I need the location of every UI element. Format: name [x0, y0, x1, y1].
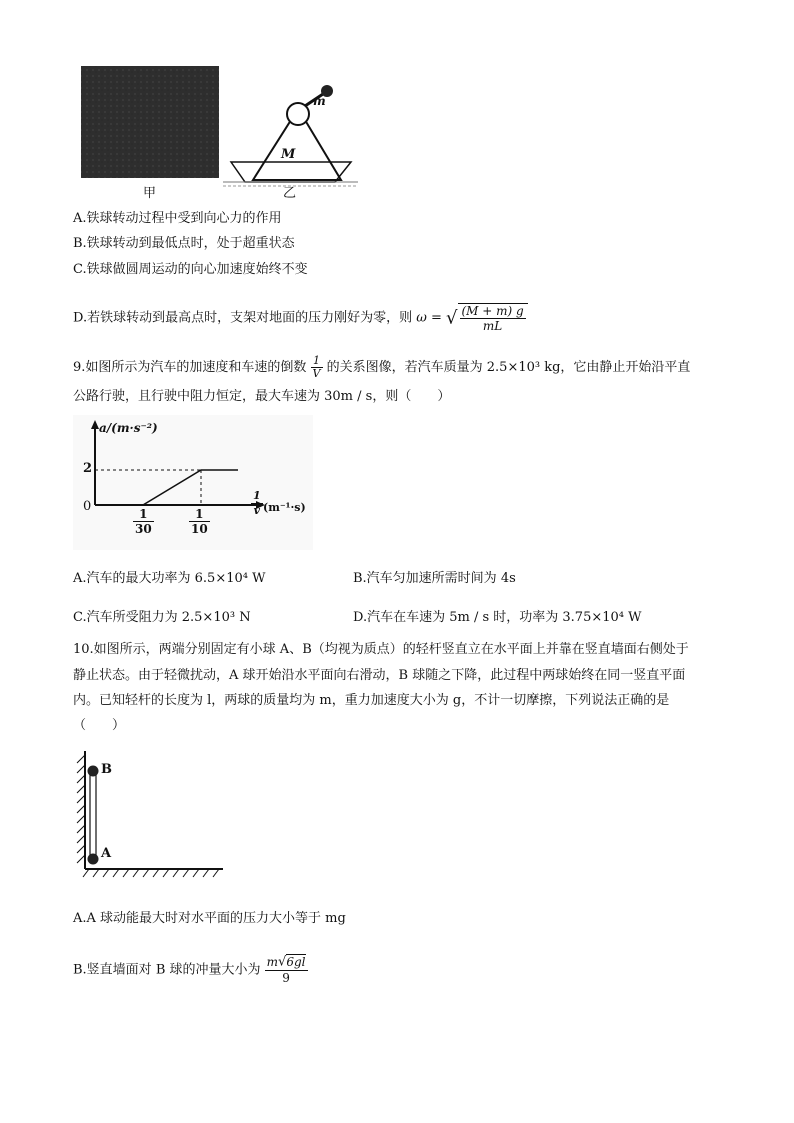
q9-option-c: C.汽车所受阻力为 2.5×10³ N [73, 610, 251, 625]
light-rod [90, 771, 96, 859]
q10-stem-line4: （ ） [73, 718, 126, 733]
q8-option-a: A.铁球转动过程中受到向心力的作用 [73, 211, 282, 226]
b-denominator: 9 [282, 970, 290, 985]
q10-figure [73, 745, 233, 895]
q9-frac-den: V [312, 367, 321, 380]
q10-option-b [73, 955, 308, 985]
q10-stem-line1: 10.如图所示，两端分别固定有小球 A、B（均视为质点）的轻杆竖直立在水平面上并靠在竖直墙面右侧处于 [73, 642, 689, 657]
label-yi: 乙 [283, 186, 297, 201]
q8-option-c: C.铁球做圆周运动的向心加速度始终不变 [73, 262, 308, 277]
q10-option-b-text: B.竖直墙面对 B 球的冲量大小为 [73, 962, 261, 978]
tick1-den: 30 [135, 522, 152, 536]
q9-inline-fraction [311, 355, 323, 380]
label-M: M [281, 147, 296, 162]
ball-b [88, 766, 99, 777]
q8-option-d [73, 303, 528, 333]
sqrt-expression: √ $\frac{(M + m) g}{mL}$ [446, 303, 528, 333]
y-axis-label: a/(m·s⁻²) [99, 421, 158, 435]
x-axis-unit: (m⁻¹·s) [263, 501, 306, 514]
q9-graph [73, 415, 313, 550]
x-label-den: v [253, 504, 261, 517]
q8-option-d-text: D.若铁球转动到最高点时，支架对地面的压力刚好为零，则 [73, 310, 413, 326]
q9-stem-part2: 的关系图像，若汽车质量为 2.5×10³ kg，它由静止开始沿平直 [326, 360, 691, 375]
label-m: m [313, 94, 326, 108]
q10-option-b-fraction [265, 955, 308, 985]
x-label-num: 1 [253, 489, 261, 502]
q9-frac-num: 1 [311, 355, 323, 368]
q8-option-b: B.铁球转动到最低点时，处于超重状态 [73, 236, 295, 251]
figure-q8-svg [73, 62, 358, 202]
y-tick-2: 2 [83, 461, 93, 476]
x-axis-label [251, 489, 263, 518]
q9-option-a: A.汽车的最大功率为 6.5×10⁴ W [73, 571, 266, 586]
stand-frame [253, 120, 341, 180]
q9-option-d: D.汽车在车速为 5m / s 时，功率为 3.75×10⁴ W [353, 610, 642, 625]
tick-1-10 [189, 507, 210, 536]
q9-stem-line1 [73, 355, 690, 380]
label-jia: 甲 [143, 186, 157, 201]
b-num-m: m [266, 955, 279, 969]
q9-stem-part1: 9.如图所示为汽车的加速度和车速的倒数 [73, 360, 307, 375]
d-denominator: mL [482, 319, 503, 333]
tick2-num: 1 [189, 507, 210, 522]
omega-symbol: ω = [416, 310, 442, 326]
q10-stem-line2: 静止状态。由于轻微扰动，A 球开始沿水平面向右滑动，B 球随之下降，此过程中两球始终在同一竖直平面 [73, 668, 686, 683]
origin-label: 0 [83, 499, 92, 514]
q10-figure-svg [73, 745, 233, 895]
b-numerator: m√6gl [266, 954, 306, 970]
tick2-den: 10 [191, 522, 208, 536]
q9-stem-line2: 公路行驶，且行驶中阻力恒定，最大车速为 30m / s，则（ ） [73, 389, 451, 404]
tick1-num: 1 [133, 507, 154, 522]
ball-a [88, 854, 99, 865]
q9-option-b: B.汽车匀加速所需时间为 4s [353, 571, 516, 586]
q10-stem-line3: 内。已知轻杆的长度为 l，两球的质量均为 m，重力加速度大小为 g，不计一切摩擦，下列说法正确的是 [73, 693, 670, 708]
b-num-radicand: 6gl [286, 955, 306, 969]
tick-1-30 [133, 507, 154, 536]
q10-option-a: A.A 球动能最大时对水平面的压力大小等于 mg [73, 911, 346, 926]
figure-q8 [73, 62, 358, 202]
label-a: A [101, 846, 112, 861]
label-b: B [101, 762, 112, 777]
d-numerator: (M + m) g [461, 304, 524, 318]
